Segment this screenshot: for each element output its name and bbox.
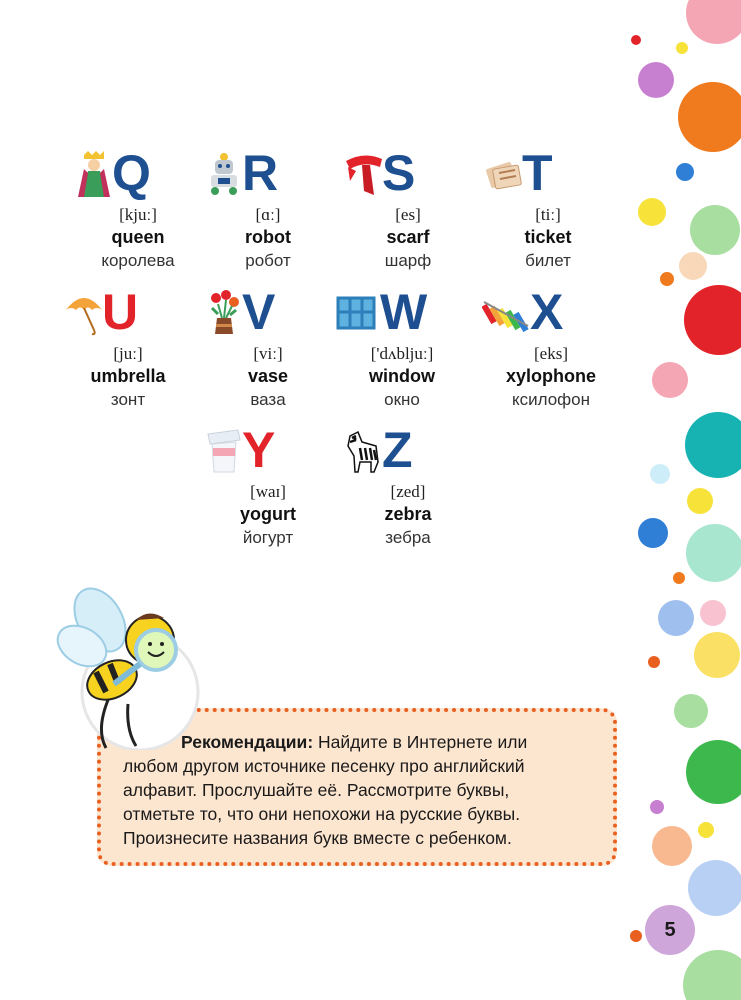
page-number-badge — [645, 905, 695, 955]
transcription: [kjuː] — [119, 205, 157, 224]
letter-glyph: Z — [382, 422, 413, 478]
letter-glyph: Y — [242, 422, 276, 478]
transcription: [zed] — [390, 482, 426, 501]
english-word: xylophone — [505, 366, 596, 386]
window-icon — [336, 290, 376, 336]
russian-translation: окно — [384, 390, 420, 409]
russian-translation: королева — [101, 251, 175, 270]
page-number: 5 — [664, 919, 676, 941]
english-word: zebra — [384, 504, 432, 524]
letter-card-u — [58, 282, 198, 412]
umbrella-icon — [64, 290, 104, 336]
transcription: [tiː] — [535, 205, 561, 224]
letter-glyph: T — [522, 145, 553, 201]
letter-card-w — [322, 282, 482, 412]
recommendation-line: отметьте то, что они непохожи на русские буквы. — [123, 804, 521, 824]
english-word: queen — [111, 227, 165, 247]
letter-card-s — [338, 143, 478, 273]
transcription: ['dʌbljuː] — [370, 344, 434, 363]
recommendation-line: любом другом источнике песенку про английский — [123, 756, 525, 776]
recommendation-line: Произнесите названия букв вместе с ребенком. — [123, 828, 512, 848]
english-word: window — [369, 366, 435, 386]
english-word: umbrella — [90, 366, 166, 386]
letter-card-x — [476, 282, 626, 412]
english-word: yogurt — [240, 504, 296, 524]
ticket-icon — [484, 151, 524, 197]
letter-glyph: X — [530, 284, 564, 340]
zebra-icon — [344, 428, 384, 474]
letter-glyph: W — [380, 284, 428, 340]
letter-glyph: V — [242, 284, 276, 340]
english-word: vase — [247, 366, 289, 386]
russian-translation: билет — [525, 251, 571, 270]
letter-glyph: U — [102, 284, 139, 340]
letter-card-y — [198, 420, 338, 550]
yogurt-icon — [204, 428, 244, 474]
letter-card-v — [198, 282, 338, 412]
letter-card-r — [198, 143, 338, 273]
letter-card-z — [338, 420, 478, 550]
english-word: scarf — [386, 227, 430, 247]
letter-card-q — [68, 143, 208, 273]
russian-translation: шарф — [384, 251, 432, 270]
transcription: [eks] — [534, 344, 568, 363]
russian-translation: йогурт — [242, 528, 294, 547]
transcription: [ɑː] — [255, 205, 281, 224]
xylophone-icon — [482, 290, 532, 336]
transcription: [juː] — [113, 344, 143, 363]
transcription: [viː] — [253, 344, 283, 363]
letter-glyph: R — [242, 145, 279, 201]
vase-icon — [204, 290, 244, 336]
letter-card-t — [478, 143, 618, 273]
russian-translation: робот — [245, 251, 291, 270]
letter-glyph: S — [382, 145, 416, 201]
russian-translation: зебра — [385, 528, 431, 547]
russian-translation: ваза — [250, 390, 286, 409]
transcription: [waɪ] — [250, 482, 286, 501]
english-word: ticket — [524, 227, 572, 247]
scarf-icon — [344, 151, 384, 197]
russian-translation: зонт — [110, 390, 146, 409]
letter-glyph: Q — [112, 145, 151, 201]
recommendation-line: алфавит. Прослушайте её. Рассмотрите буквы, — [123, 780, 510, 800]
recommendation-text: Найдите в Интернете или — [313, 732, 528, 752]
bee-with-magnifier-illustration — [52, 580, 202, 750]
transcription: [es] — [395, 205, 421, 224]
robot-icon — [204, 151, 244, 197]
queen-icon — [74, 151, 114, 197]
russian-translation: ксилофон — [511, 390, 591, 409]
english-word: robot — [245, 227, 291, 247]
recommendation-label: Рекомендации: — [181, 732, 314, 752]
